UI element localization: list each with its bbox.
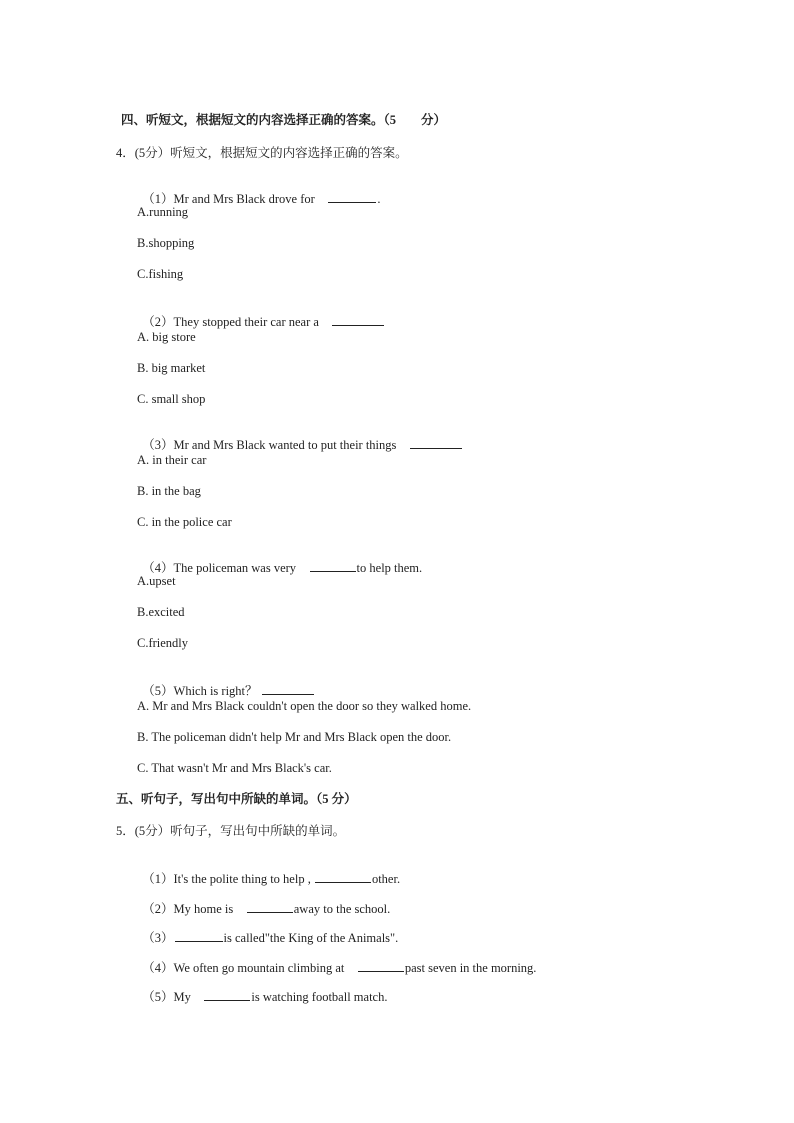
item-number: （4） <box>142 561 174 575</box>
answer-blank[interactable] <box>358 960 404 972</box>
item-number: （3） <box>142 931 174 945</box>
item-text: They stopped their car near a <box>173 315 332 329</box>
q5-item2 <box>136 885 390 917</box>
answer-blank[interactable] <box>175 930 223 942</box>
item-text-after: is called"the King of the Animals". <box>223 931 399 945</box>
q5-item1 <box>136 855 400 887</box>
q5-item3 <box>136 914 398 946</box>
item-text: Mr and Mrs Black wanted to put their things <box>173 438 409 452</box>
q4-4-option-b: B.excited <box>137 605 185 619</box>
item-number: （3） <box>142 438 174 452</box>
item-number: （1） <box>142 192 174 206</box>
answer-blank[interactable] <box>247 901 293 913</box>
q4-item4 <box>136 544 422 576</box>
answer-blank[interactable] <box>262 683 314 695</box>
answer-blank[interactable] <box>204 989 250 1001</box>
item-text-after: . <box>377 192 381 206</box>
q5-item5 <box>136 973 387 1005</box>
answer-blank[interactable] <box>328 191 376 203</box>
item-text: It's the polite thing to help , <box>173 872 314 886</box>
item-number: （5） <box>142 684 174 698</box>
q4-5-option-b: B. The policeman didn't help Mr and Mrs Black open the door. <box>137 730 452 744</box>
q4-2-option-c: C. small shop <box>137 392 206 406</box>
q4-item2 <box>136 298 385 330</box>
q4-1-option-a: A.running <box>137 205 189 219</box>
q4-3-option-b: B. in the bag <box>137 484 201 498</box>
q4-1-option-c: C.fishing <box>137 267 184 281</box>
q4-4-option-c: C.friendly <box>137 636 189 650</box>
item-text-after: to help them. <box>356 561 423 575</box>
item-text-after: past seven in the morning. <box>404 961 537 975</box>
q4-3-option-c: C. in the police car <box>137 515 232 529</box>
item-text: My <box>173 990 204 1004</box>
item-text: My home is <box>173 902 246 916</box>
item-text: We often go mountain climbing at <box>173 961 357 975</box>
q4-5-option-c: C. That wasn't Mr and Mrs Black's car. <box>137 761 332 775</box>
q4-1-option-b: B.shopping <box>137 236 195 250</box>
item-text: Which is right？ <box>173 684 261 698</box>
q4-item1 <box>136 175 380 207</box>
item-number: （2） <box>142 315 174 329</box>
section4-title: 四、听短文，根据短文的内容选择正确的答案。（5 分） <box>121 113 447 127</box>
item-text-after: away to the school. <box>293 902 391 916</box>
item-text-after: other. <box>371 872 401 886</box>
question5-stem: 5．(5分）听句子，写出句中所缺的单词。 <box>116 824 346 838</box>
q4-5-option-a: A. Mr and Mrs Black couldn't open the door so they walked home. <box>137 699 472 713</box>
item-number: （1） <box>142 872 174 886</box>
item-text-after: is watching football match. <box>251 990 388 1004</box>
q5-item4 <box>136 944 536 976</box>
answer-blank[interactable] <box>315 871 371 883</box>
q4-4-option-a: A.upset <box>137 574 176 588</box>
q4-2-option-a: A. big store <box>137 330 196 344</box>
q4-item5 <box>136 667 315 699</box>
answer-blank[interactable] <box>332 314 384 326</box>
question4-stem: 4．(5分）听短文，根据短文的内容选择正确的答案。 <box>116 146 408 160</box>
q4-item3 <box>136 421 463 453</box>
answer-blank[interactable] <box>410 437 462 449</box>
q4-2-option-b: B. big market <box>137 361 206 375</box>
item-text: Mr and Mrs Black drove for <box>173 192 328 206</box>
item-number: （5） <box>142 990 174 1004</box>
section5-title: 五、听句子，写出句中所缺的单词。（5 分） <box>116 792 357 806</box>
answer-blank[interactable] <box>310 560 356 572</box>
item-text: The policeman was very <box>173 561 309 575</box>
item-number: （4） <box>142 961 174 975</box>
item-number: （2） <box>142 902 174 916</box>
q4-3-option-a: A. in their car <box>137 453 207 467</box>
